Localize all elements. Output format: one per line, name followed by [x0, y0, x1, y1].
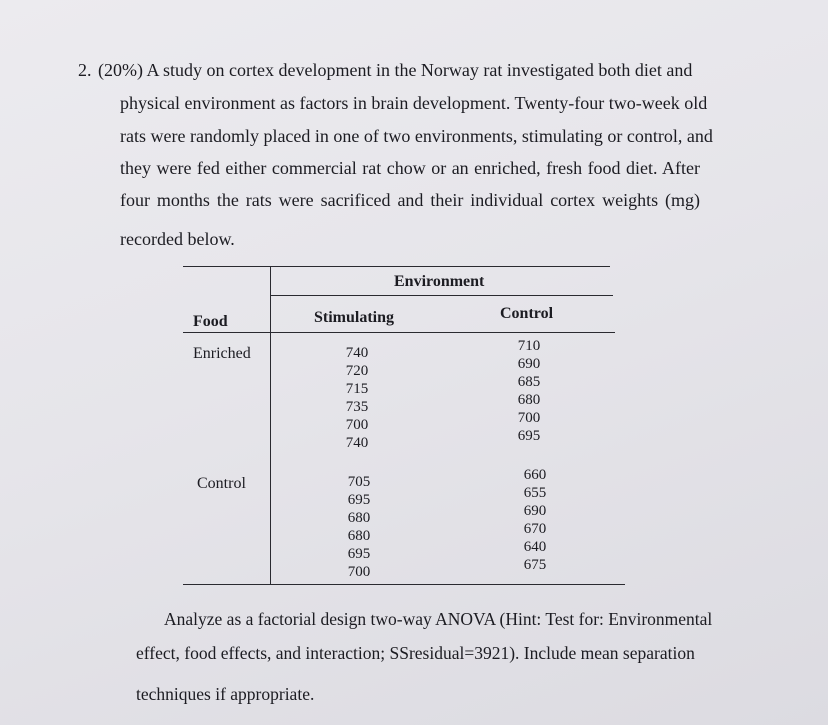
table-cell: 655: [523, 485, 547, 501]
instructions-line-2: effect, food effects, and interaction; SSresidual=3921). Include mean separation: [136, 643, 695, 663]
enriched-stimulating-values: [337, 344, 377, 452]
table-cell: 720: [345, 363, 369, 379]
table-cell: 680: [347, 510, 371, 526]
question-line-3: rats were randomly placed in one of two environments, stimulating or control, and: [120, 126, 713, 146]
table-cell: 680: [347, 528, 371, 544]
table-cell: 700: [517, 410, 541, 426]
question-number: 2.: [78, 60, 92, 80]
table-cell: 715: [345, 381, 369, 397]
table-cell: 700: [345, 417, 369, 433]
question-line-5: four months the rats were sacrificed and their individual cortex weights (mg): [120, 190, 700, 210]
control-stimulating-values: [339, 473, 379, 581]
environment-rule: [270, 295, 613, 296]
table-top-rule: [183, 266, 610, 267]
question-line-2: physical environment as factors in brain development. Twenty-four two-week old: [120, 93, 708, 113]
table-cell: 695: [347, 492, 371, 508]
table-cell: 735: [345, 399, 369, 415]
instructions-line-3: techniques if appropriate.: [136, 684, 315, 704]
food-header: Food: [193, 313, 228, 330]
table-cell: 695: [347, 546, 371, 562]
table-cell: 675: [523, 557, 547, 573]
table-cell: 695: [517, 428, 541, 444]
table-cell: 740: [345, 435, 369, 451]
control-header: Control: [500, 305, 554, 322]
table-cell: 710: [517, 338, 541, 354]
stimulating-header: Stimulating: [314, 309, 395, 326]
table-cell: 690: [517, 356, 541, 372]
instructions-line-1: Analyze as a factorial design two-way ANOVA (Hint: Test for: Environmental: [164, 609, 713, 629]
table-cell: 690: [523, 503, 547, 519]
table-cell: 705: [347, 474, 371, 490]
question-line-1: (20%) A study on cortex development in the Norway rat investigated both diet and: [98, 60, 693, 80]
table-vertical-rule: [270, 266, 271, 584]
environment-header: Environment: [394, 273, 485, 290]
table-cell: 700: [347, 564, 371, 580]
enriched-control-values: [509, 337, 549, 445]
row-label-enriched: Enriched: [193, 345, 251, 362]
header-rule: [183, 332, 615, 333]
table-bottom-rule: [183, 584, 625, 585]
table-cell: 740: [345, 345, 369, 361]
table-cell: 660: [523, 467, 547, 483]
table-cell: 640: [523, 539, 547, 555]
question-line-4: they were fed either commercial rat chow or an enriched, fresh food diet. After: [120, 158, 700, 178]
row-label-control: Control: [197, 475, 246, 492]
table-cell: 670: [523, 521, 547, 537]
table-cell: 680: [517, 392, 541, 408]
control-control-values: [515, 466, 555, 574]
table-cell: 685: [517, 374, 541, 390]
question-line-6: recorded below.: [120, 229, 235, 249]
